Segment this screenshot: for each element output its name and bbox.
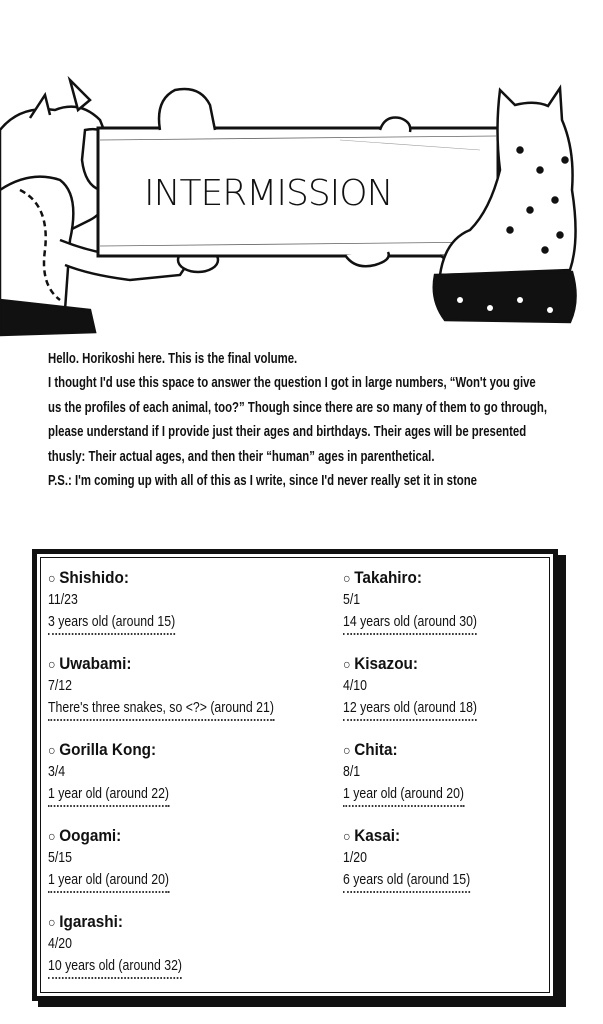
profile-birthday: 3/4 bbox=[48, 763, 66, 780]
profile-name: Kisazou: bbox=[354, 654, 418, 673]
profile-entry bbox=[48, 739, 324, 825]
circle-bullet-icon: ○ bbox=[343, 828, 351, 844]
profile-birthday: 5/15 bbox=[48, 849, 72, 866]
profile-entry bbox=[48, 911, 324, 997]
profile-name: Gorilla Kong: bbox=[59, 740, 157, 759]
profile-birthday: 4/10 bbox=[343, 677, 367, 694]
profile-age: 3 years old (around 15) bbox=[48, 611, 175, 635]
profile-birthday: 11/23 bbox=[48, 591, 78, 608]
circle-bullet-icon: ○ bbox=[48, 570, 56, 586]
profile-name: Takahiro: bbox=[354, 568, 422, 587]
profile-birthday: 4/20 bbox=[48, 935, 72, 952]
intro-text bbox=[48, 347, 548, 493]
profile-entry bbox=[48, 825, 324, 911]
profile-name: Uwabami: bbox=[59, 654, 132, 673]
profile-age: 1 year old (around 20) bbox=[48, 869, 169, 893]
profile-entry bbox=[343, 739, 506, 825]
circle-bullet-icon: ○ bbox=[48, 828, 56, 844]
profile-birthday: 7/12 bbox=[48, 677, 72, 694]
profile-birthday: 5/1 bbox=[343, 591, 361, 608]
circle-bullet-icon: ○ bbox=[343, 570, 351, 586]
intermission-illustration bbox=[0, 60, 603, 350]
profile-name: Chita: bbox=[354, 740, 398, 759]
circle-bullet-icon: ○ bbox=[343, 742, 351, 758]
profile-entry bbox=[343, 567, 506, 653]
profile-age: There's three snakes, so <?> (around 21) bbox=[48, 697, 274, 721]
profile-age: 10 years old (around 32) bbox=[48, 955, 182, 979]
intro-paragraph: I thought I'd use this space to answer the question I got in large numbers, “Won't you give us the profiles of each animal, too?” Though since there are so many of them to go through, please understand if I provide just their ages and birthdays. Their ages will be presented thusly: Their actual ages, and then their “human” ages in parenthetical. bbox=[48, 375, 548, 465]
profile-birthday: 1/20 bbox=[343, 849, 367, 866]
profile-age: 14 years old (around 30) bbox=[343, 611, 477, 635]
profile-entry bbox=[48, 653, 324, 739]
intro-paragraph: Hello. Horikoshi here. This is the final volume. bbox=[48, 351, 298, 367]
profile-age: 1 year old (around 22) bbox=[48, 783, 169, 807]
profiles-right-column bbox=[343, 567, 506, 911]
profiles-left-column bbox=[48, 567, 324, 997]
profile-age: 12 years old (around 18) bbox=[343, 697, 477, 721]
profile-age: 1 year old (around 20) bbox=[343, 783, 464, 807]
intro-paragraph: P.S.: I'm coming up with all of this as I write, since I'd never really set it in stone bbox=[48, 473, 478, 490]
circle-bullet-icon: ○ bbox=[48, 914, 56, 930]
profile-name: Igarashi: bbox=[59, 912, 123, 931]
profile-entry bbox=[343, 653, 506, 739]
profile-name: Kasai: bbox=[354, 826, 401, 845]
profile-entry bbox=[343, 825, 506, 911]
profile-name: Shishido: bbox=[59, 568, 129, 587]
sign-title: INTERMISSION bbox=[144, 173, 393, 214]
circle-bullet-icon: ○ bbox=[48, 742, 56, 758]
circle-bullet-icon: ○ bbox=[343, 656, 351, 672]
circle-bullet-icon: ○ bbox=[48, 656, 56, 672]
profile-birthday: 8/1 bbox=[343, 763, 361, 780]
profile-age: 6 years old (around 15) bbox=[343, 869, 470, 893]
profile-entry bbox=[48, 567, 324, 653]
profile-name: Oogami: bbox=[59, 826, 122, 845]
